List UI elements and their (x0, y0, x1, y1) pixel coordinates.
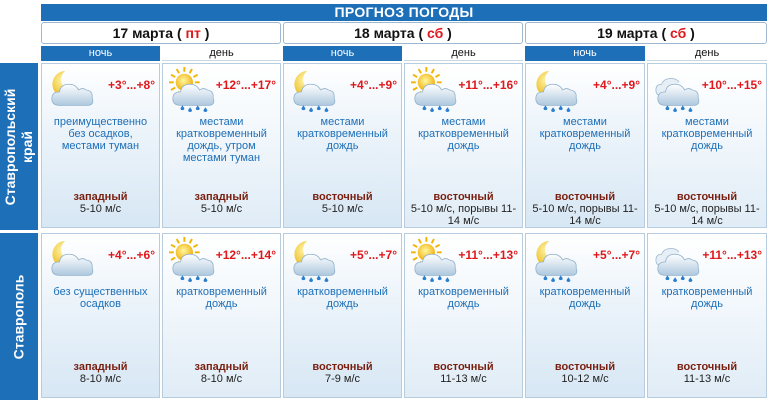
period-label-night: ночь (525, 46, 645, 61)
wind-speed: 10-12 м/с (561, 373, 609, 385)
forecast-cell (525, 63, 645, 228)
temperature-range: +12°...+17° (215, 78, 276, 92)
wind-info (407, 361, 520, 385)
wind-info (44, 361, 157, 385)
wind-info (286, 361, 399, 385)
moon-cloud-rain-icon (287, 237, 339, 283)
weather-condition: местами кратковременный дождь (418, 116, 509, 152)
weather-condition: кратковременный дождь (661, 286, 753, 310)
weather-condition: кратковременный дождь (539, 286, 631, 310)
wind-speed: 8-10 м/с (200, 373, 243, 385)
period-label-night: ночь (41, 46, 160, 61)
forecast-cell (41, 233, 160, 398)
weather-condition: местами кратковременный дождь (297, 116, 388, 152)
wind-direction: восточный (433, 361, 494, 373)
wind-direction: западный (194, 361, 249, 373)
wind-info (44, 191, 157, 215)
wind-direction: восточный (676, 191, 738, 203)
weather-condition: кратковременный дождь (176, 286, 267, 310)
forecast-cell (283, 233, 402, 398)
sun-cloud-rain-icon (166, 67, 218, 113)
forecast-cell (41, 63, 160, 228)
temperature-range: +5°...+7° (593, 248, 640, 262)
sun-cloud-rain-icon (408, 237, 460, 283)
wind-speed: 5-10 м/с, порывы 11-14 м/с (532, 203, 638, 227)
cloud-rain-icon (651, 237, 703, 283)
wind-info (650, 191, 764, 227)
day-header-1: 17 марта ( пт ) (41, 22, 281, 44)
day-header-3: 19 марта ( сб ) (525, 22, 767, 44)
period-label-day: день (404, 46, 523, 61)
temperature-range: +12°...+14° (215, 248, 276, 262)
day-weekday: сб (427, 25, 444, 41)
wind-info (165, 191, 278, 215)
weather-condition: без существенных осадков (53, 286, 148, 310)
temperature-range: +4°...+9° (593, 78, 640, 92)
weather-condition: преимущественно без осадков, местами туман (53, 116, 148, 152)
sun-cloud-rain-icon (166, 237, 218, 283)
period-label-night: ночь (283, 46, 402, 61)
temperature-range: +10°...+15° (701, 78, 762, 92)
wind-info (528, 361, 642, 385)
weather-condition: местами кратковременный дождь (661, 116, 753, 152)
weather-condition: кратковременный дождь (418, 286, 509, 310)
forecast-title: ПРОГНОЗ ПОГОДЫ (41, 4, 767, 21)
wind-direction: западный (73, 191, 128, 203)
day-date: 19 марта (597, 25, 658, 41)
wind-speed: 5-10 м/с (321, 203, 364, 215)
wind-direction: восточный (312, 191, 373, 203)
day-date: 18 марта (354, 25, 415, 41)
day-header-2: 18 марта ( сб ) (283, 22, 523, 44)
sun-cloud-rain-icon (408, 67, 460, 113)
day-date: 17 марта (112, 25, 174, 41)
wind-info (286, 191, 399, 215)
cloud-rain-icon (651, 67, 703, 113)
period-label-day: день (162, 46, 281, 61)
forecast-cell (647, 233, 767, 398)
wind-speed: 7-9 м/с (324, 373, 361, 385)
temperature-range: +11°...+13° (458, 248, 518, 262)
temperature-range: +11°...+16° (458, 78, 518, 92)
temperature-range: +11°...+13° (702, 248, 762, 262)
wind-info (407, 191, 520, 227)
day-weekday: сб (670, 25, 687, 41)
wind-speed: 5-10 м/с (79, 203, 122, 215)
wind-direction: западный (73, 361, 128, 373)
weather-condition: кратковременный дождь (297, 286, 388, 310)
moon-cloud-rain-icon (287, 67, 339, 113)
wind-speed: 5-10 м/с, порывы 11-14 м/с (654, 203, 760, 227)
weather-condition: местами кратковременный дождь (539, 116, 631, 152)
moon-cloud-icon (45, 237, 97, 283)
forecast-cell (404, 233, 523, 398)
forecast-cell (525, 233, 645, 398)
wind-direction: восточный (676, 361, 738, 373)
region-label-city: Ставрополь (0, 233, 38, 400)
temperature-range: +4°...+9° (350, 78, 397, 92)
forecast-cell (404, 63, 523, 228)
region-label-krai: Ставропольский край (0, 63, 38, 230)
wind-speed: 8-10 м/с (79, 373, 122, 385)
forecast-cell (647, 63, 767, 228)
wind-speed: 11-13 м/с (440, 373, 487, 385)
wind-direction: восточный (433, 191, 494, 203)
temperature-range: +4°...+6° (108, 248, 155, 262)
forecast-cell (162, 233, 281, 398)
wind-info (650, 361, 764, 385)
wind-direction: западный (194, 191, 249, 203)
moon-cloud-icon (45, 67, 97, 113)
forecast-cell (283, 63, 402, 228)
moon-cloud-rain-icon (529, 237, 581, 283)
weather-condition: местами кратковременный дождь, утром местами туман (176, 116, 267, 164)
period-label-day: день (647, 46, 767, 61)
wind-direction: восточный (312, 361, 373, 373)
wind-speed: 5-10 м/с (200, 203, 243, 215)
temperature-range: +3°...+8° (108, 78, 155, 92)
temperature-range: +5°...+7° (350, 248, 397, 262)
wind-direction: восточный (554, 361, 616, 373)
wind-speed: 5-10 м/с, порывы 11-14 м/с (410, 203, 517, 227)
wind-speed: 11-13 м/с (683, 373, 731, 385)
day-weekday: пт (185, 25, 201, 41)
forecast-cell (162, 63, 281, 228)
wind-info (528, 191, 642, 227)
wind-direction: восточный (554, 191, 616, 203)
moon-cloud-rain-icon (529, 67, 581, 113)
wind-info (165, 361, 278, 385)
